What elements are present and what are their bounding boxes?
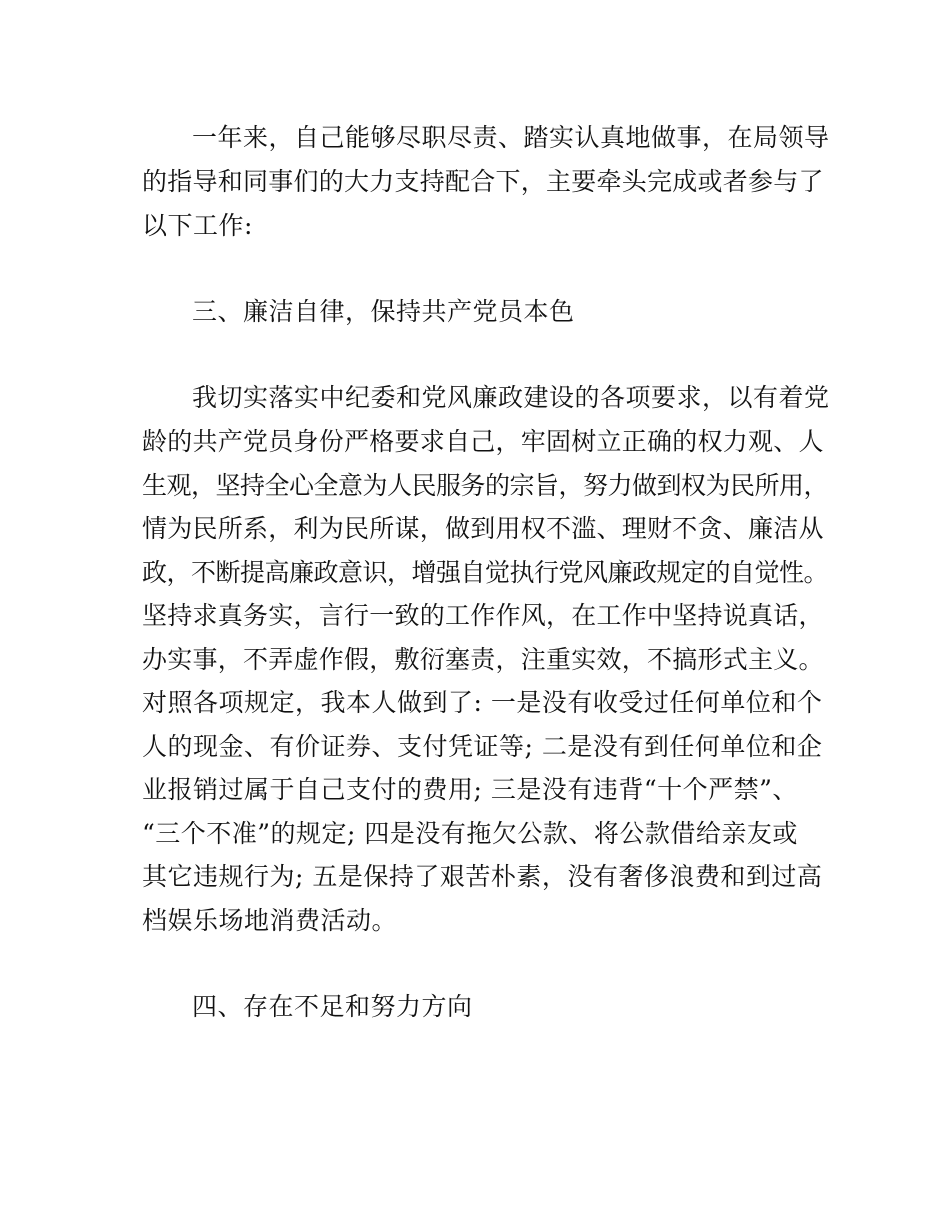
section-3-line-10: 业报销过属于自己支付的费用; 三是没有违背“十个严禁”、 <box>142 775 798 804</box>
section-3-line-13: 档娱乐场地消费活动。 <box>142 906 398 935</box>
section-3-line-4: 情为民所系，利为民所谋，做到用权不滥、理财不贪、廉洁从 <box>142 514 824 543</box>
intro-line-1: 一年来，自己能够尽职尽责、踏实认真地做事，在局领导 <box>192 123 830 152</box>
section-3-line-12: 其它违规行为; 五是保持了艰苦朴素，没有奢侈浪费和到过高 <box>142 862 823 891</box>
intro-line-2: 的指导和同事们的大力支持配合下，主要牵头完成或者参与了 <box>142 167 824 196</box>
section-3-line-8: 对照各项规定，我本人做到了: 一是没有收受过任何单位和个 <box>142 688 823 717</box>
section-3-line-6: 坚持求真务实，言行一致的工作作风，在工作中坚持说真话， <box>142 601 824 630</box>
section-3-line-2: 龄的共产党员身份严格要求自己，牢固树立正确的权力观、人 <box>142 427 824 456</box>
section-3-heading: 三、廉洁自律，保持共产党员本色 <box>192 297 575 326</box>
section-3-line-9: 人的现金、有价证券、支付凭证等; 二是没有到任何单位和企 <box>142 732 823 761</box>
section-3-line-7: 办实事，不弄虚作假，敷衍塞责，注重实效，不搞形式主义。 <box>142 645 824 674</box>
section-4-heading: 四、存在不足和努力方向 <box>192 992 473 1021</box>
intro-line-3: 以下工作: <box>142 211 253 240</box>
section-3-line-1: 我切实落实中纪委和党风廉政建设的各项要求，以有着党 <box>192 383 830 412</box>
section-3-line-11: “三个不准”的规定; 四是没有拖欠公款、将公款借给亲友或 <box>142 819 798 848</box>
section-3-line-5: 政，不断提高廉政意识，增强自觉执行党风廉政规定的自觉性。 <box>142 558 829 587</box>
section-3-line-3: 生观，坚持全心全意为人民服务的宗旨，努力做到权为民所用， <box>142 471 829 500</box>
